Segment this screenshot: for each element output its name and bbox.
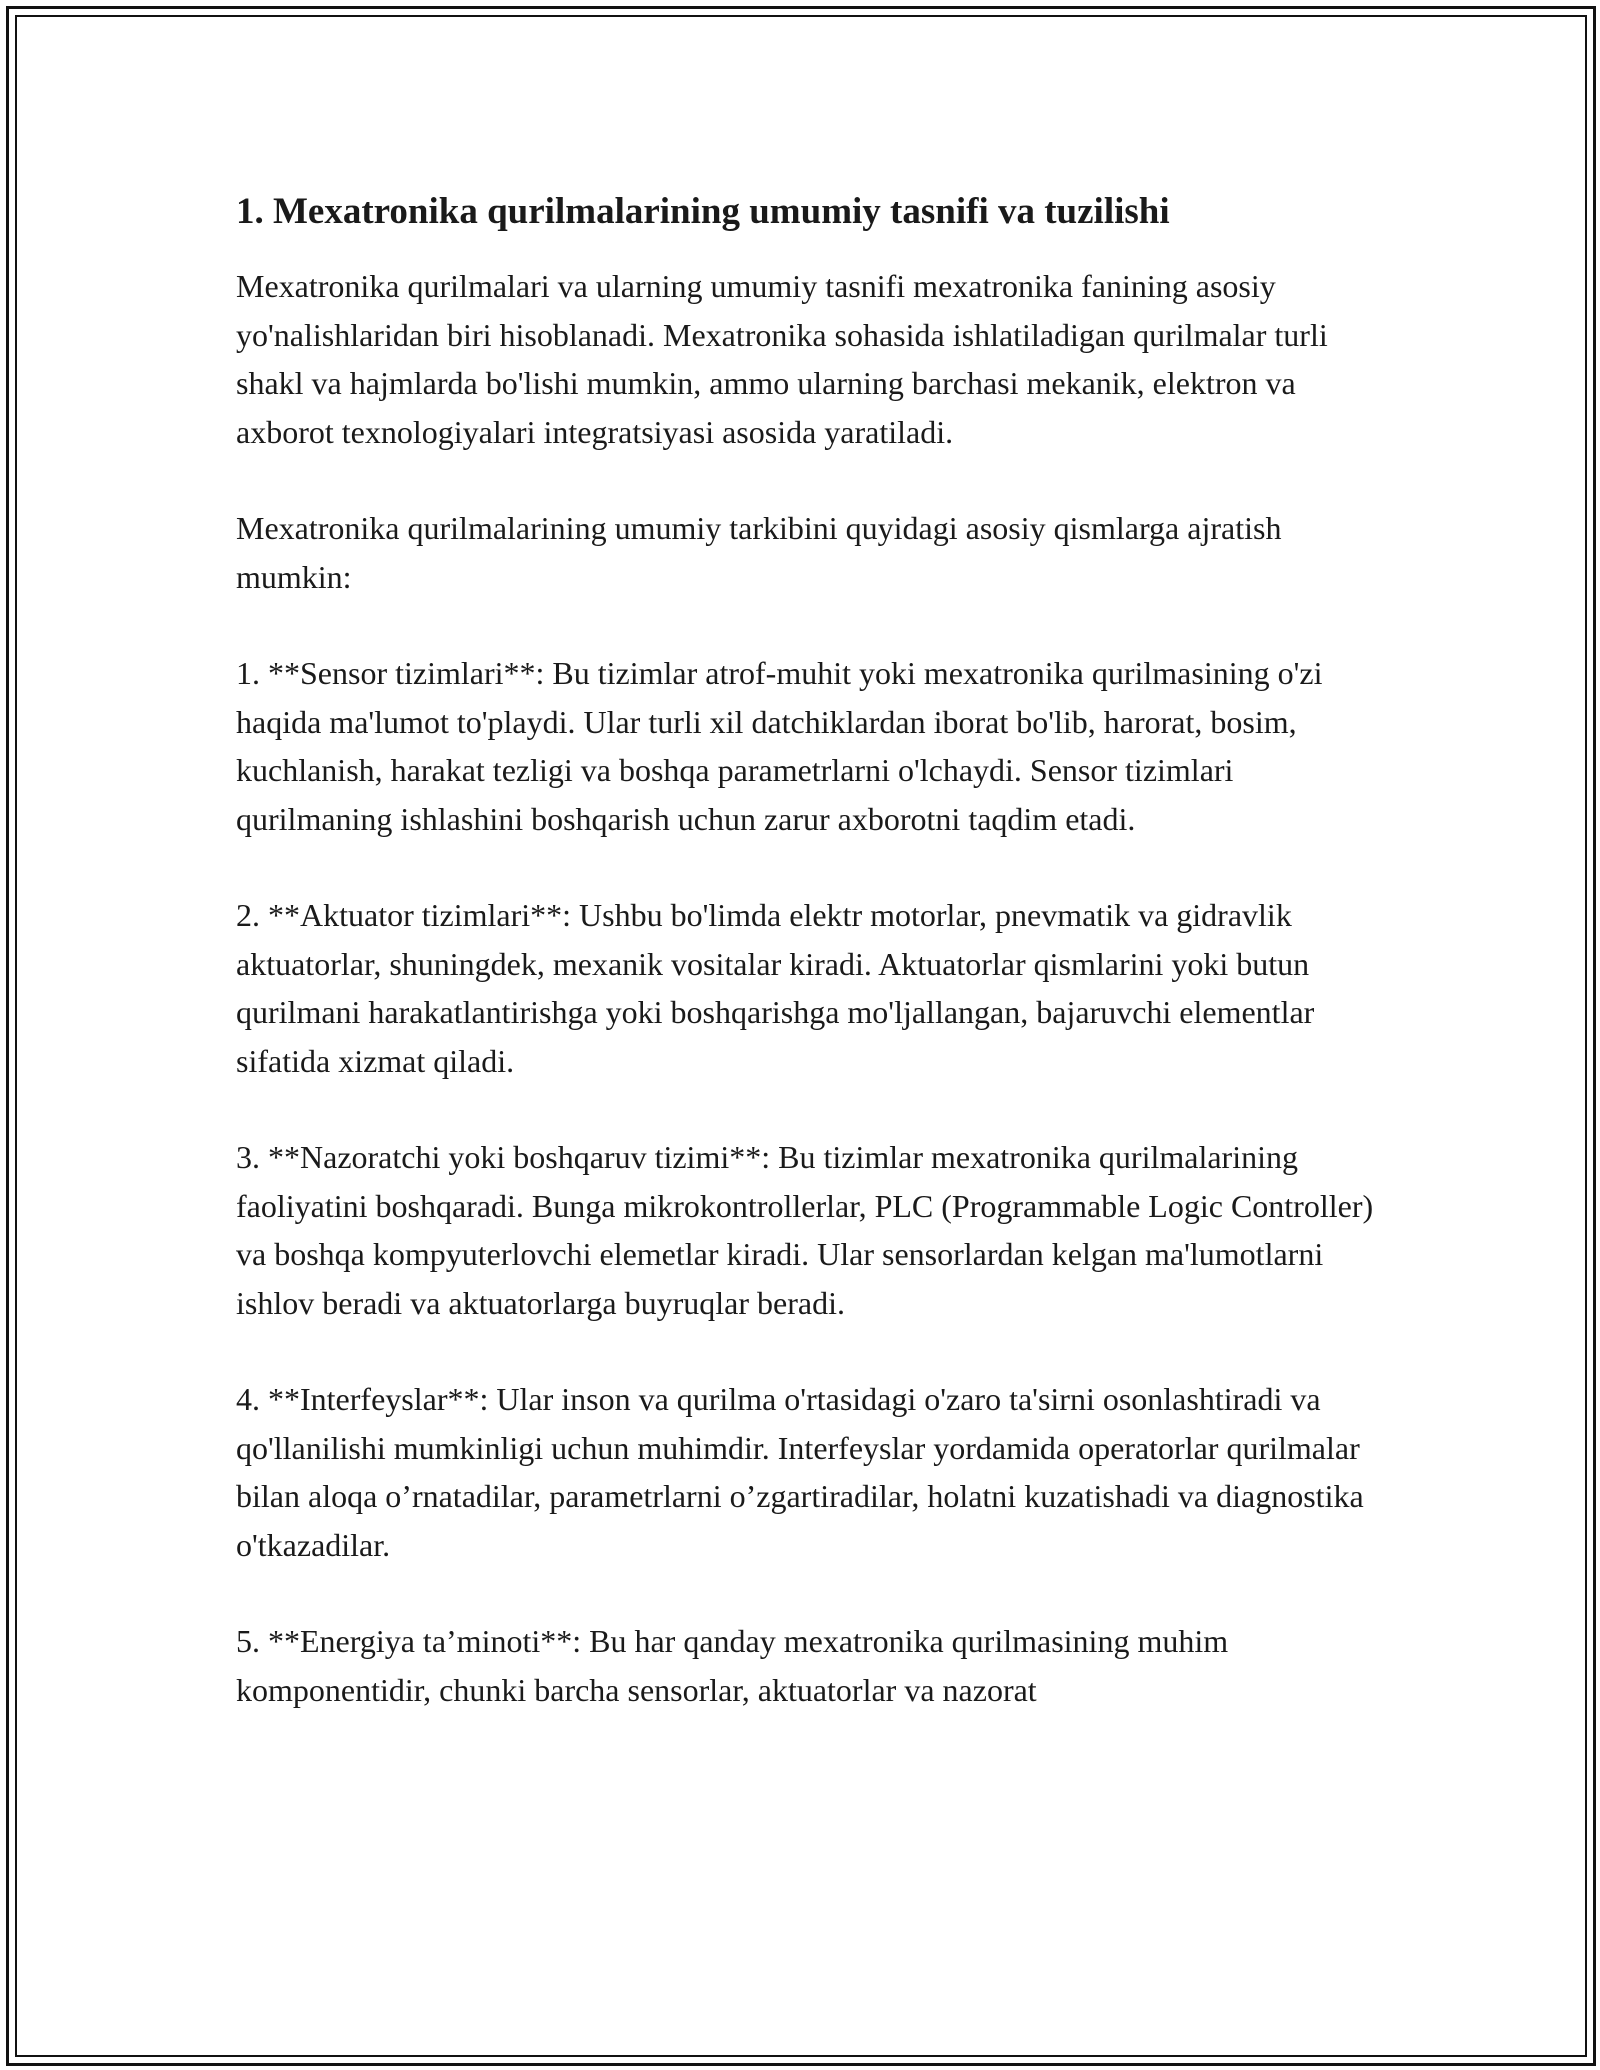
composition-intro-paragraph: Mexatronika qurilmalarining umumiy tarkibini quyidagi asosiy qismlarga ajratish mumkin: [236, 510, 1282, 595]
list-item-energy-supply: 5. **Energiya ta’minoti**: Bu har qanday mexatronika qurilmasining muhim komponentidir, chunki barcha sensorlar, aktuatorlar va nazorat [236, 1623, 1229, 1708]
section-heading: 1. Mexatronika qurilmalarining umumiy tasnifi va tuzilishi [236, 191, 1170, 232]
list-item-actuator-systems: 2. **Aktuator tizimlari**: Ushbu bo'limda elektr motorlar, pnevmatik va gidravlik aktuatorlar, shuningdek, mexanik vositalar kiradi. Aktuatorlar qismlarini yoki butun qurilmani harakatlantirishga yoki boshqarishga mo'ljallangan, bajaruvchi elementlar sifatida xizmat qiladi. [236, 897, 1315, 1079]
intro-paragraph: Mexatronika qurilmalari va ularning umumiy tasnifi mexatronika fanining asosiy yo'nalishlaridan biri hisoblanadi. Mexatronika sohasida ishlatiladigan qurilmalar turli shakl va hajmlarda bo'lishi mumkin, ammo ularning barchasi mekanik, elektron va axborot texnologiyalari integratsiyasi asosida yaratiladi. [236, 268, 1328, 450]
list-item-sensor-systems: 1. **Sensor tizimlari**: Bu tizimlar atrof-muhit yoki mexatronika qurilmasining o'zi haqida ma'lumot to'playdi. Ular turli xil datchiklardan iborat bo'lib, harorat, bosim, kuchlanish, harakat tezligi va boshqa parametrlarni o'lchaydi. Sensor tizimlari qurilmaning ishlashini boshqarish uchun zarur axborotni taqdim etadi. [236, 655, 1323, 837]
list-item-interfaces: 4. **Interfeyslar**: Ular inson va qurilma o'rtasidagi o'zaro ta'sirni osonlashtiradi va qo'llanilishi mumkinligi uchun muhimdir. Interfeyslar yordamida operatorlar qurilmalar bilan aloqa o’rnatadilar, parametrlarni o’zgartiradilar, holatni kuzatishadi va diagnostika o'tkazadilar. [236, 1381, 1364, 1563]
list-item-control-system: 3. **Nazoratchi yoki boshqaruv tizimi**: Bu tizimlar mexatronika qurilmalarining faoliyatini boshqaradi. Bunga mikrokontrollerlar, PLC (Programmable Logic Controller) va boshqa kompyuterlovchi elemetlar kiradi. Ular sensorlardan kelgan ma'lumotlarni ishlov beradi va aktuatorlarga buyruqlar beradi. [236, 1139, 1374, 1321]
document-body [236, 184, 1376, 1762]
